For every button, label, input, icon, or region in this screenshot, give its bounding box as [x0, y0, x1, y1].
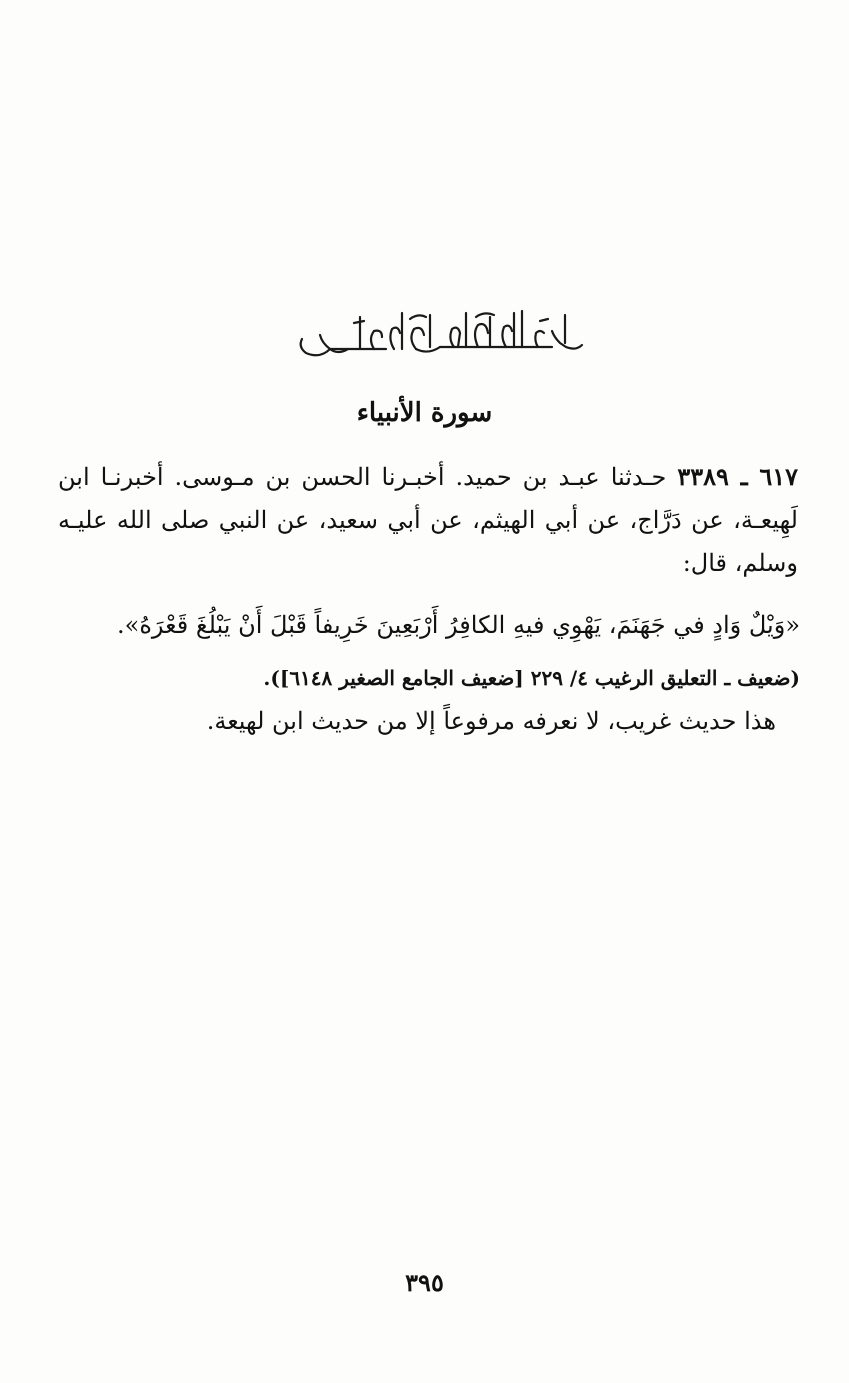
basmala-calligraphy-icon: [290, 303, 590, 367]
hadith-isnad: حـدثنا عبـد بن حميد. أخبـرنا الحسن بن مـوسى. أخبرنـا ابن لَهِيعـة، عن دَرَّاج، عن أبي الهيثم، عن أبي سعيد، عن النبي صلى الله عليـه وسلم، قال:: [58, 463, 798, 577]
hadith-number: ٦١٧ ـ ٣٣٨٩: [677, 462, 798, 491]
page-number: ٣٩٥: [405, 1268, 444, 1297]
hadith-comment: هذا حديث غريب، لا نعرفه مرفوعاً إلا من حديث ابن لهيعة.: [206, 707, 776, 735]
hadith-grading: (ضعيف ـ التعليق الرغيب ٤/ ٢٢٩ [ضعيف الجامع الصغير ٦١٤٨]).: [263, 666, 800, 690]
basmala-calligraphy: [280, 300, 600, 370]
surah-title: سورة الأنبياء: [356, 398, 493, 428]
hadith-isnad-paragraph: [58, 455, 798, 585]
hadith-matn: «وَيْلٌ وَادٍ في جَهَنَمَ، يَهْوِي فيهِ الكافِرُ أَرْبَعِينَ خَرِيفاً قَبْلَ أَنْ يَبْلُغَ قَعْرَهُ».: [117, 611, 800, 639]
